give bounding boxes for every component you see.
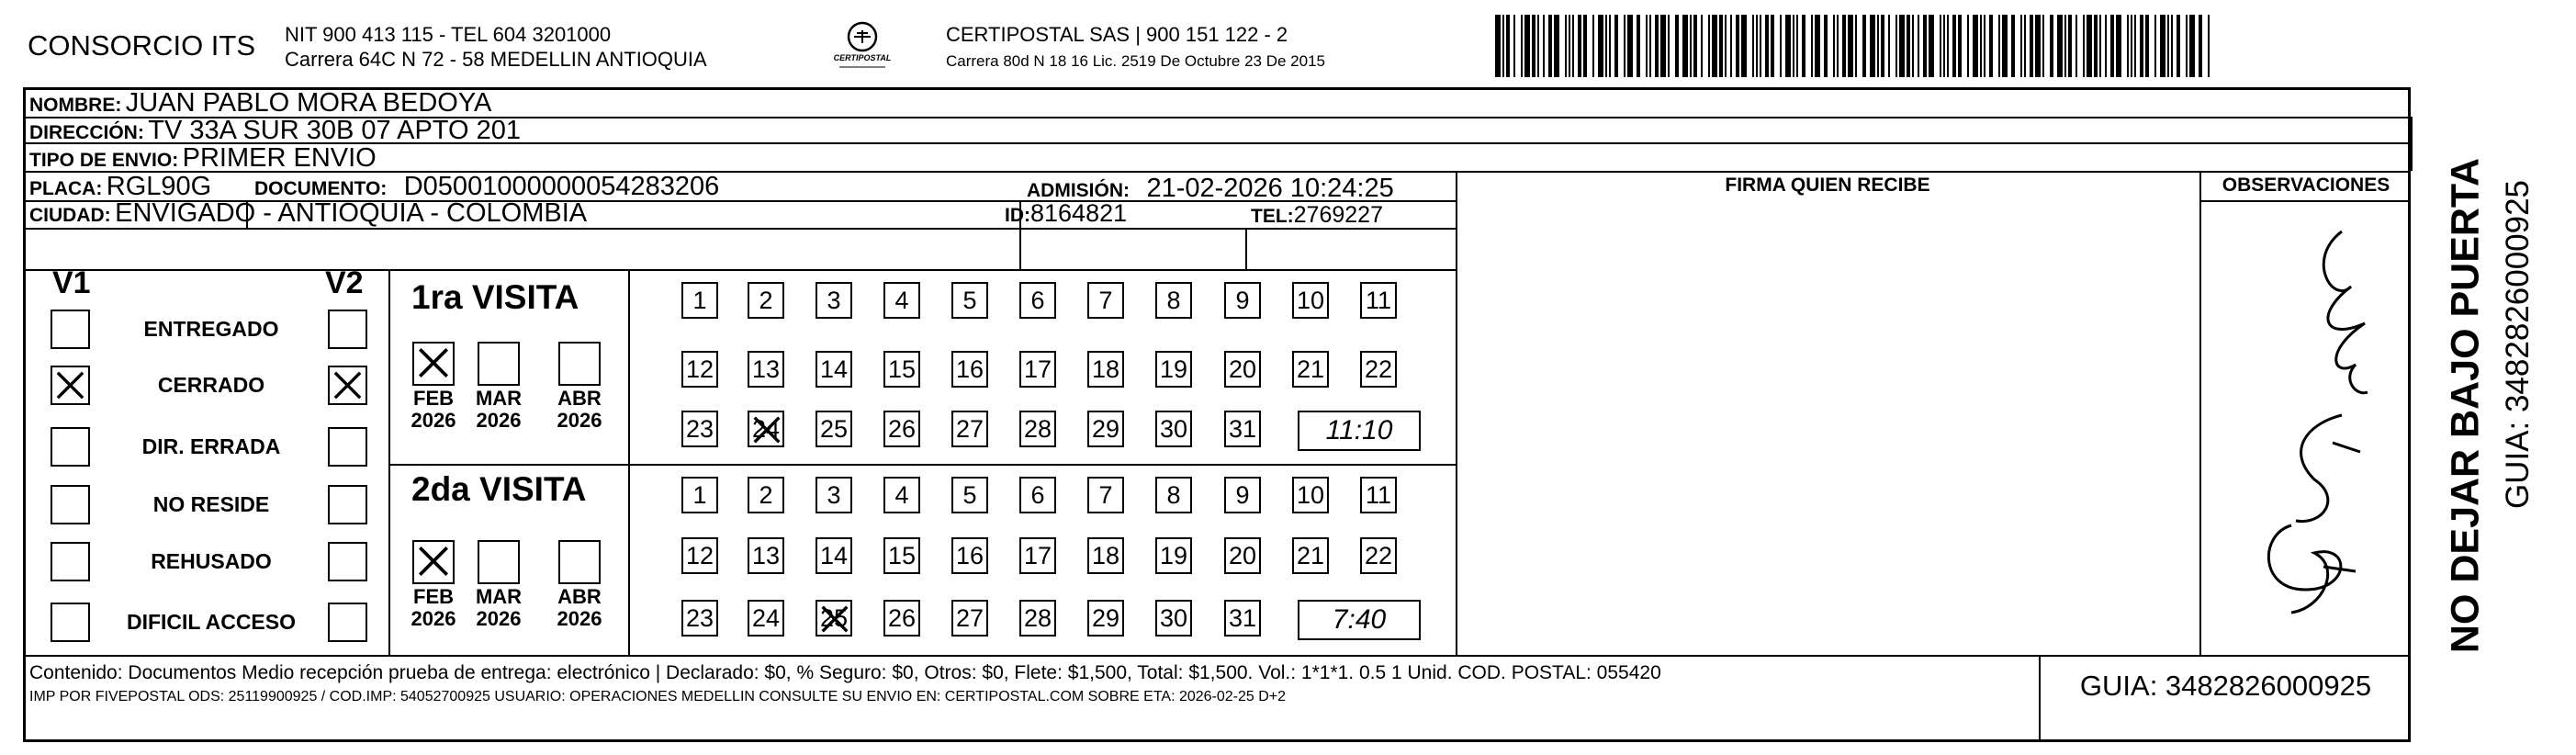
first-visit-day[interactable] [748,411,784,447]
second-visit-day[interactable] [1155,600,1192,637]
nombre-label: NOMBRE: [29,95,122,116]
second-visit-day[interactable] [816,537,852,574]
second-visit-month-year: 2026 [557,607,602,630]
first-visit-day[interactable] [951,282,988,319]
company-line-2: Carrera 64C N 72 - 58 MEDELLIN ANTIOQUIA [285,48,707,71]
first-visit-month-checkbox[interactable] [558,342,601,386]
first-visit-time[interactable]: 11:10 [1298,411,1421,451]
day-number: 20 [1228,542,1257,569]
second-visit-day[interactable] [1087,537,1124,574]
first-visit-day[interactable] [883,411,920,447]
day-number: 23 [685,415,714,443]
day-number: 21 [1296,542,1325,569]
rule [23,655,2411,657]
day-number: 4 [894,481,909,509]
day-number: 26 [887,604,917,632]
day-number: 15 [887,355,917,383]
second-visit-title: 2da VISITA [411,470,587,508]
day-number: 7 [1098,481,1113,509]
logo-text: CERTIPOSTAL [833,53,892,62]
second-visit-day[interactable] [748,600,784,637]
tel-field [1251,200,1383,233]
side-panel [2415,92,2536,735]
first-visit-day[interactable] [1155,411,1192,447]
rule [388,269,390,655]
rule [2199,171,2201,655]
first-visit-month-checkbox[interactable] [478,342,520,386]
second-visit-day[interactable] [951,600,988,637]
v2-label: V2 [325,265,364,300]
x-mark-icon [52,367,88,403]
id-value: 8164821 [1030,199,1128,227]
first-visit-month-name: MAR [475,387,523,410]
footer-contents: Contenido: Documentos Medio recepción prueba de entrega: electrónico | Declarado: $0, % Seguro: $0, Otros: $0, Flete: $1,500, Total: $1,500. Vol.: 1*1*1. 0.5 1 Unid. COD. POSTAL: 055420 [29,662,1661,683]
v2-checkbox[interactable] [328,310,367,349]
first-visit-day[interactable] [816,351,852,388]
second-visit-day[interactable] [951,537,988,574]
first-visit-day[interactable] [1360,282,1397,319]
day-number: 31 [1228,415,1257,443]
day-number: 2 [759,481,773,509]
status-option-label: NO RESIDE [152,492,270,516]
day-number: 27 [955,604,984,632]
day-number: 19 [1159,542,1188,569]
second-visit-day[interactable] [1292,537,1329,574]
second-visit-day[interactable] [816,600,852,637]
status-option-label: DIR. ERRADA [141,434,281,458]
second-visit-day[interactable] [681,600,718,637]
first-visit-day[interactable] [816,282,852,319]
day-number: 28 [1023,604,1052,632]
second-visit-day[interactable] [951,477,988,513]
direccion-value: TV 33A SUR 30B 07 APTO 201 [148,116,521,145]
first-visit-day[interactable] [1019,282,1056,319]
day-number: 7 [1098,287,1113,314]
day-number: 29 [1091,415,1120,443]
day-number: 11 [1365,287,1392,314]
status-option-label: ENTREGADO [143,317,279,341]
second-visit-day[interactable] [1019,600,1056,637]
v1-checkbox[interactable] [51,366,90,405]
day-number: 31 [1228,604,1257,632]
second-visit-day[interactable] [748,537,784,574]
ciudad-label: CIUDAD: [29,205,111,226]
placa-label: PLACA: [29,178,103,199]
day-number: 17 [1023,542,1052,569]
firma-label: FIRMA QUIEN RECIBE [1725,175,1930,196]
second-visit-day[interactable] [1019,537,1056,574]
x-mark-icon [330,367,366,403]
second-visit-day[interactable] [883,600,920,637]
day-number: 18 [1091,542,1120,569]
first-visit-day[interactable] [883,282,920,319]
day-number: 20 [1228,355,1257,383]
first-visit-day[interactable] [883,351,920,388]
first-visit-day[interactable] [1292,282,1329,319]
nombre-value: JUAN PABLO MORA BEDOYA [125,88,492,118]
first-visit-day[interactable] [816,411,852,447]
first-visit-day[interactable] [1155,282,1192,319]
documento-label: DOCUMENTO: [254,178,388,199]
day-number: 18 [1091,355,1120,383]
first-visit-day[interactable] [951,351,988,388]
first-visit-title: 1ra VISITA [411,278,579,316]
tipo-envio-label: TIPO DE ENVIO: [29,150,179,171]
x-mark-icon [749,412,784,447]
second-visit-month-name: FEB [413,585,454,608]
barcode [1495,15,2222,77]
handwritten-signature [2204,204,2406,654]
first-visit-day[interactable] [1019,411,1056,447]
second-visit-time[interactable]: 7:40 [1298,600,1421,640]
day-number: 12 [685,542,714,569]
tel-value: 2769227 [1293,202,1383,228]
second-visit-month-name: ABR [557,585,602,608]
second-visit-day[interactable] [1224,600,1261,637]
second-visit-month-checkbox[interactable] [558,540,601,584]
side-guia: GUIA: 3482826000925 [2500,179,2536,510]
rule [23,269,1456,271]
x-mark-icon [414,542,453,580]
first-visit-day[interactable] [681,411,718,447]
first-visit-month-name: ABR [557,387,602,410]
day-number: 27 [955,415,984,443]
day-number: 11 [1365,481,1392,509]
rule [1456,171,1457,655]
status-option-label: CERRADO [157,373,265,397]
day-number: 29 [1091,604,1120,632]
day-number: 14 [819,542,849,569]
first-visit-month-name: FEB [413,387,454,410]
v2-checkbox[interactable] [328,485,367,524]
day-number: 9 [1235,481,1250,509]
day-number: 26 [887,415,917,443]
day-number: 3 [827,481,841,509]
tipo-envio-value: PRIMER ENVIO [182,143,377,173]
first-visit-day[interactable] [681,351,718,388]
v1-checkbox[interactable] [51,485,90,524]
second-visit-month-name: MAR [475,585,523,608]
second-visit-day[interactable] [1360,537,1397,574]
first-visit-day[interactable] [1224,282,1261,319]
status-option-label: REHUSADO [151,549,272,573]
v1-checkbox[interactable] [51,427,90,467]
v2-checkbox[interactable] [328,603,367,642]
rule [1245,228,1247,269]
day-number: 1 [692,481,707,509]
v1-label: V1 [52,265,91,300]
first-visit-month-year: 2026 [476,409,522,432]
certipostal-logo [830,18,894,73]
day-number: 22 [1364,542,1393,569]
second-visit-day[interactable] [1087,477,1124,513]
day-number: 8 [1166,287,1181,314]
day-number: 12 [685,355,714,383]
second-visit-month-checkbox[interactable] [412,540,455,584]
admision-label: ADMISIÓN: [1027,180,1130,201]
second-visit-day[interactable] [1155,537,1192,574]
day-number: 24 [751,415,781,443]
rule [2411,117,2413,171]
day-number: 1 [692,287,707,314]
second-visit-day[interactable] [883,537,920,574]
documento-value: D05001000000054283206 [403,172,720,201]
company-line-1: NIT 900 413 115 - TEL 604 3201000 [285,23,612,46]
status-option-label: DIFICIL ACCESO [126,610,296,634]
day-number: 8 [1166,481,1181,509]
day-number: 17 [1023,355,1052,383]
rule [628,269,630,655]
day-number: 30 [1159,604,1188,632]
carrier-line-2: Carrera 80d N 18 16 Lic. 2519 De Octubre 23 De 2015 [946,52,1325,70]
footer-print-info: IMP POR FIVEPOSTAL ODS: 25119900925 / COD.IMP: 54052700925 USUARIO: OPERACIONES MEDELLIN CONSULTE SU ENVIO EN: CERTIPOSTAL.COM SOBRE ETA: 2026-02-25 D+2 [29,689,1287,704]
first-visit-day[interactable] [1224,411,1261,447]
v1-checkbox[interactable] [51,310,90,349]
day-number: 16 [955,542,984,569]
day-number: 22 [1364,355,1393,383]
second-visit-day[interactable] [883,477,920,513]
second-visit-day[interactable] [1292,477,1329,513]
day-number: 2 [759,287,773,314]
second-visit-day[interactable] [1019,477,1056,513]
second-visit-day[interactable] [681,477,718,513]
second-visit-month-checkbox[interactable] [478,540,520,584]
second-visit-day[interactable] [1224,477,1261,513]
day-number: 10 [1296,481,1325,509]
company-name: CONSORCIO ITS [28,29,256,62]
second-visit-day[interactable] [681,537,718,574]
first-visit-month-year: 2026 [557,409,602,432]
day-number: 30 [1159,415,1188,443]
day-number: 6 [1030,287,1045,314]
id-field [1005,198,1127,232]
second-visit-day[interactable] [1360,477,1397,513]
first-visit-day[interactable] [1224,351,1261,388]
ciudad-field [29,198,587,232]
v2-checkbox[interactable] [328,366,367,405]
footer-guia: GUIA: 3482826000925 [2079,670,2372,702]
day-number: 25 [819,415,849,443]
x-mark-icon [414,344,453,382]
tel-label: TEL: [1251,206,1294,227]
direccion-label: DIRECCIÓN: [29,122,144,143]
v2-checkbox[interactable] [328,427,367,467]
day-number: 28 [1023,415,1052,443]
day-number: 25 [819,604,849,632]
v1-checkbox[interactable] [51,542,90,581]
second-visit-month-year: 2026 [476,607,522,630]
day-number: 13 [751,542,781,569]
second-visit-day[interactable] [1224,537,1261,574]
rule [388,464,1456,466]
id-label: ID: [1005,205,1030,226]
first-visit-day[interactable] [1360,351,1397,388]
day-number: 15 [887,542,917,569]
day-number: 10 [1296,287,1325,314]
day-number: 16 [955,355,984,383]
carrier-line-1: CERTIPOSTAL SAS | 900 151 122 - 2 [946,23,1288,46]
day-number: 4 [894,287,909,314]
day-number: 5 [962,287,977,314]
day-number: 6 [1030,481,1045,509]
day-number: 19 [1159,355,1188,383]
header [0,0,2576,87]
day-number: 23 [685,604,714,632]
admision-value: 21-02-2026 10:24:25 [1146,174,1394,203]
v1-checkbox[interactable] [51,603,90,642]
first-visit-day[interactable] [1087,411,1124,447]
first-visit-day[interactable] [748,282,784,319]
placa-value: RGL90G [106,172,212,201]
first-visit-day[interactable] [1155,351,1192,388]
first-visit-day[interactable] [1087,282,1124,319]
first-visit-day[interactable] [681,282,718,319]
first-visit-month-year: 2026 [411,409,456,432]
first-visit-day[interactable] [1292,351,1329,388]
day-number: 21 [1296,355,1325,383]
v2-checkbox[interactable] [328,542,367,581]
observaciones-label: OBSERVACIONES [2222,175,2390,196]
first-visit-day[interactable] [1019,351,1056,388]
day-number: 14 [819,355,849,383]
ciudad-value: ENVIGADO - ANTIOQUIA - COLOMBIA [115,198,588,228]
second-visit-day[interactable] [816,477,852,513]
second-visit-day[interactable] [748,477,784,513]
side-warning: NO DEJAR BAJO PUERTA [2443,157,2488,654]
day-number: 3 [827,287,841,314]
x-mark-icon [817,602,852,637]
day-number: 9 [1235,287,1250,314]
first-visit-day[interactable] [951,411,988,447]
first-visit-day[interactable] [748,351,784,388]
second-visit-day[interactable] [1087,600,1124,637]
second-visit-month-year: 2026 [411,607,456,630]
day-number: 24 [751,604,781,632]
first-visit-month-checkbox[interactable] [412,342,455,386]
second-visit-day[interactable] [1155,477,1192,513]
first-visit-day[interactable] [1087,351,1124,388]
day-number: 5 [962,481,977,509]
day-number: 13 [751,355,781,383]
rule [2199,200,2411,202]
